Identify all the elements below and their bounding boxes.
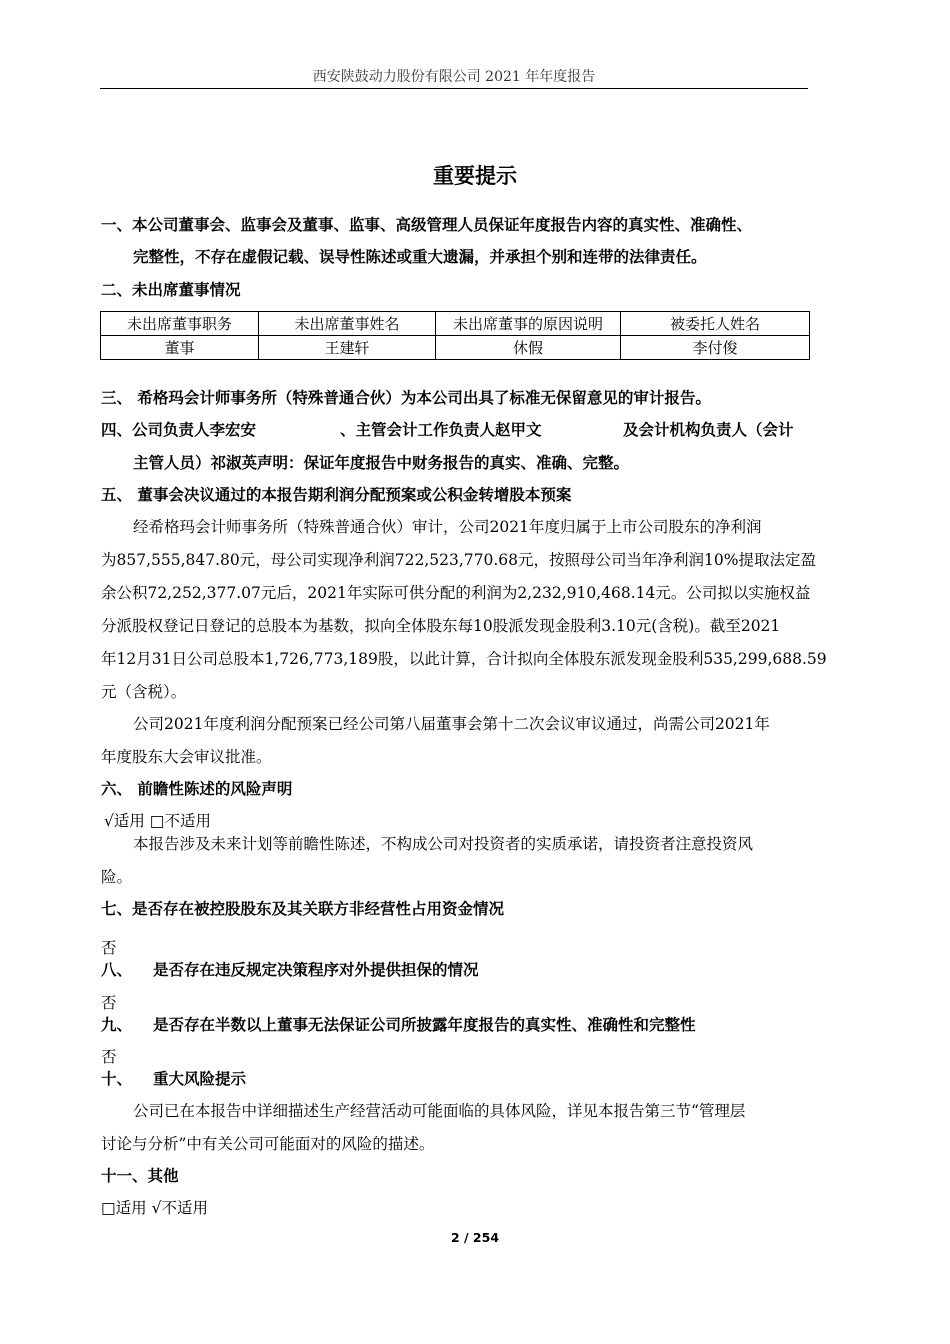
section-5-paragraph-1-line: 为857,555,847.80元，母公司实现净利润722,523,770.68元，按照母公司当年净利润10%提取法定盈: [101, 551, 816, 569]
section-5-paragraph-2-line: 公司2021年度利润分配预案已经公司第八届董事会第十二次会议审议通过，尚需公司2021年: [133, 715, 770, 733]
section-1-line-2: 完整性，不存在虚假记载、误导性陈述或重大遗漏，并承担个别和连带的法律责任。: [133, 248, 707, 266]
section-9-number: 九、: [101, 1016, 133, 1034]
section-5-paragraph-1-line: 分派股权登记日登记的总股本为基数，拟向全体股东每10股派发现金股利3.10元(含税)。截至2021: [101, 617, 781, 635]
section-8-answer: 否: [101, 994, 117, 1012]
section-4-line-2: 主管人员）祁淑英声明：保证年度报告中财务报告的真实、准确、完整。: [133, 454, 630, 472]
section-9-heading: 是否存在半数以上董事无法保证公司所披露年度报告的真实性、准确性和完整性: [153, 1016, 696, 1034]
section-5-paragraph-1-line: 余公积72,252,377.07元后，2021年实际可供分配的利润为2,232,910,468.14元。公司拟以实施权益: [101, 584, 811, 602]
table-header-cell: 被委托人姓名: [621, 312, 810, 336]
section-5-paragraph-1-line: 经希格玛会计师事务所（特殊普通合伙）审计，公司2021年度归属于上市公司股东的净利润: [133, 518, 762, 536]
section-5-paragraph-2-line: 年度股东大会审议批准。: [101, 748, 272, 766]
page-number: 2 / 254: [450, 1230, 500, 1245]
section-6-paragraph-line: 本报告涉及未来计划等前瞻性陈述，不构成公司对投资者的实质承诺，请投资者注意投资风: [133, 835, 754, 853]
table-cell: 王建轩: [259, 336, 436, 360]
table-row: [101, 336, 810, 360]
section-6-applicability-option: √适用 □不适用: [104, 812, 211, 830]
section-8-heading: 是否存在违反规定决策程序对外提供担保的情况: [153, 961, 479, 979]
section-6-paragraph-line: 险。: [101, 868, 133, 886]
table-header-cell: 未出席董事的原因说明: [436, 312, 621, 336]
table-cell: 董事: [101, 336, 259, 360]
section-6-heading: 六、 前瞻性陈述的风险声明: [101, 780, 293, 798]
absent-directors-table: [100, 311, 810, 360]
section-10-paragraph-line: 公司已在本报告中详细描述生产经营活动可能面临的具体风险，详见本报告第三节“管理层: [133, 1102, 746, 1120]
section-4-part-3: 及会计机构负责人（会计: [623, 421, 794, 439]
section-1-line-1: 一、本公司董事会、监事会及董事、监事、高级管理人员保证年度报告内容的真实性、准确性、: [101, 216, 753, 234]
section-5-heading: 五、 董事会决议通过的本报告期利润分配预案或公积金转增股本预案: [101, 486, 572, 504]
section-11-heading: 十一、其他: [101, 1167, 179, 1185]
table-header-row: [101, 312, 810, 336]
section-7-heading: 七、是否存在被控股股东及其关联方非经营性占用资金情况: [101, 900, 505, 918]
section-8-number: 八、: [101, 961, 133, 979]
section-4-part-2: 、主管会计工作负责人赵甲文: [340, 421, 542, 439]
header-rule: [100, 88, 808, 89]
section-10-heading: 重大风险提示: [153, 1070, 247, 1088]
table-header-cell: 未出席董事姓名: [259, 312, 436, 336]
page-header: 西安陕鼓动力股份有限公司 2021 年年度报告: [312, 69, 596, 85]
section-10-paragraph-line: 讨论与分析”中有关公司可能面对的风险的描述。: [101, 1135, 435, 1153]
section-4-part-1: 四、公司负责人李宏安: [101, 421, 257, 439]
section-7-answer: 否: [101, 939, 117, 957]
section-2-heading: 二、未出席董事情况: [101, 281, 241, 299]
table-cell: 李付俊: [621, 336, 810, 360]
section-11-applicability-option: □适用 √不适用: [101, 1199, 208, 1217]
section-9-answer: 否: [101, 1048, 117, 1066]
table-header-cell: 未出席董事职务: [101, 312, 259, 336]
section-5-paragraph-1-line: 年12月31日公司总股本1,726,773,189股，以此计算，合计拟向全体股东派发现金股利535,299,688.59: [101, 650, 827, 668]
table-cell: 休假: [436, 336, 621, 360]
page-title: 重要提示: [433, 164, 517, 188]
section-3-text: 三、 希格玛会计师事务所（特殊普通合伙）为本公司出具了标准无保留意见的审计报告。: [101, 389, 711, 407]
section-5-paragraph-1-line: 元（含税）。: [101, 683, 187, 701]
section-10-number: 十、: [101, 1070, 133, 1088]
